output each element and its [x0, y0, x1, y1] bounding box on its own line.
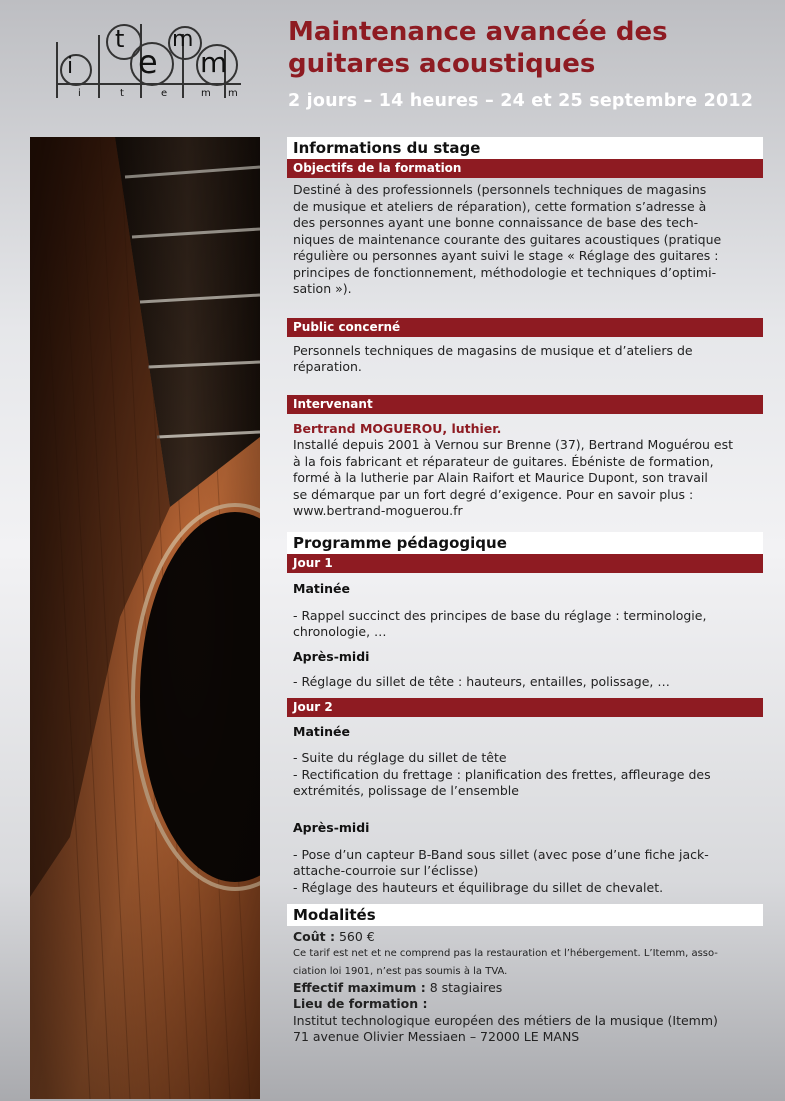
effectif-label: Effectif maximum :: [293, 979, 426, 995]
lieu-line: 71 avenue Olivier Messiaen – 72000 LE MANS: [293, 1029, 580, 1044]
text-line: principes de fonctionnement, méthodologie et techniques d’optimi-: [293, 264, 717, 280]
text-line: des personnes ayant une bonne connaissance de base des tech-: [293, 215, 699, 230]
text-line: formé à la lutherie par Alain Raifort et Maurice Dupont, son travail: [293, 470, 708, 485]
effectif-value: 8 stagiaires: [425, 979, 503, 995]
logo-circle: [60, 54, 92, 86]
logo-letter: i: [67, 54, 74, 79]
bar-public: Public concerné: [287, 318, 763, 337]
logo-small-letter: i: [78, 88, 81, 99]
public-text: [287, 337, 763, 376]
cout-note-line: ciation loi 1901, n’est pas soumis à la TVA.: [293, 965, 508, 977]
text-line: - Réglage des hauteurs et équilibrage du sillet de chevalet.: [293, 879, 664, 895]
page-subtitle: 2 jours – 14 heures – 24 et 25 septembre 2012: [288, 91, 754, 111]
bar-intervenant: Intervenant: [287, 395, 763, 414]
jour1-matinee: Matinée: [293, 580, 350, 596]
lieu-line: Institut technologique européen des métiers de la musique (Itemm): [293, 1012, 718, 1028]
bar-jour2: Jour 2: [287, 698, 763, 717]
text-line: - Réglage du sillet de tête : hauteurs, entailles, polissage, …: [293, 673, 670, 689]
main-content: [287, 137, 763, 1046]
text-line: Destiné à des professionnels (personnels techniques de magasins: [293, 182, 707, 197]
text-line: Personnels techniques de magasins de musique et d’ateliers de: [293, 342, 693, 358]
effectif-line: [287, 980, 763, 997]
intervenant-name: Bertrand MOGUEROU, luthier.: [293, 420, 502, 436]
text-line: - Suite du réglage du sillet de tête: [293, 750, 507, 765]
cout-line: [287, 929, 763, 946]
guitar-photo: [30, 137, 260, 1099]
title-line: Maintenance avancée des: [288, 17, 668, 47]
text-line: extrémités, polissage de l’ensemble: [293, 783, 519, 798]
text-line: se démarque par un fort degré d’exigence. Pour en savoir plus :: [293, 486, 694, 502]
text-line: niques de maintenance courante des guitares acoustiques (pratique: [293, 231, 722, 247]
jour2-apresmidi: Après-midi: [293, 819, 370, 835]
intervenant-text: [287, 414, 763, 520]
logo-frame-line: [56, 42, 58, 98]
jour1-apresmidi-text: [287, 664, 763, 691]
section-heading-programme: Programme pédagogique: [287, 532, 763, 554]
cout-label: Coût :: [293, 929, 335, 944]
page-title: [288, 16, 768, 80]
lieu-label: Lieu de formation :: [293, 996, 428, 1011]
text-line: chronologie, …: [293, 624, 387, 639]
logo-letter: m: [200, 46, 228, 79]
text-line: - Rappel succinct des principes de base du réglage : terminologie,: [293, 607, 707, 623]
jour2-matinee-text: [287, 739, 763, 800]
jour1-matinee-text: [287, 596, 763, 641]
text-line: - Rectification du frettage : planification des frettes, affleurage des: [293, 766, 711, 782]
logo-frame-line: [98, 35, 100, 98]
logo-small-letter: t: [120, 88, 124, 99]
logo-letter: m: [172, 27, 194, 52]
text-line: - Pose d’un capteur B-Band sous sillet (avec pose d’une fiche jack-: [293, 846, 709, 862]
logo-small-letter: m: [201, 88, 211, 99]
cout-note-line: Ce tarif est net et ne comprend pas la restauration et l’hébergement. L’Itemm, asso-: [293, 947, 718, 959]
itemm-logo: [48, 20, 243, 110]
bar-jour1: Jour 1: [287, 554, 763, 573]
logo-letter: e: [138, 43, 158, 81]
section-heading-modalites: Modalités: [287, 904, 763, 926]
text-line: à la fois fabricant et réparateur de guitares. Ébéniste de formation,: [293, 453, 714, 469]
text-line: attache-courroie sur l’éclisse): [293, 863, 479, 878]
text-line: réparation.: [293, 359, 362, 374]
section-heading-info: Informations du stage: [287, 137, 763, 159]
text-line: de musique et ateliers de réparation), cette formation s’adresse à: [293, 198, 707, 214]
objectifs-text: [287, 178, 763, 298]
bar-objectifs: Objectifs de la formation: [287, 159, 763, 178]
text-line: Installé depuis 2001 à Vernou sur Brenne (37), Bertrand Moguérou est: [293, 437, 734, 452]
jour1-apresmidi: Après-midi: [293, 648, 370, 664]
jour2-matinee: Matinée: [293, 724, 350, 739]
logo-small-letter: e: [161, 88, 168, 99]
intervenant-website: www.bertrand-moguerou.fr: [293, 503, 463, 518]
photo-vignette: [30, 137, 260, 1099]
logo-letter: t: [115, 25, 125, 53]
text-line: sation »).: [293, 281, 352, 296]
jour2-apresmidi-text: [287, 835, 763, 897]
title-line: guitares acoustiques: [288, 49, 596, 79]
guitar-illustration: [30, 137, 260, 1099]
logo-small-letter: m: [228, 88, 238, 99]
cout-value: 560 €: [335, 929, 375, 944]
text-line: régulière ou personnes ayant suivi le stage « Réglage des guitares :: [293, 248, 719, 263]
